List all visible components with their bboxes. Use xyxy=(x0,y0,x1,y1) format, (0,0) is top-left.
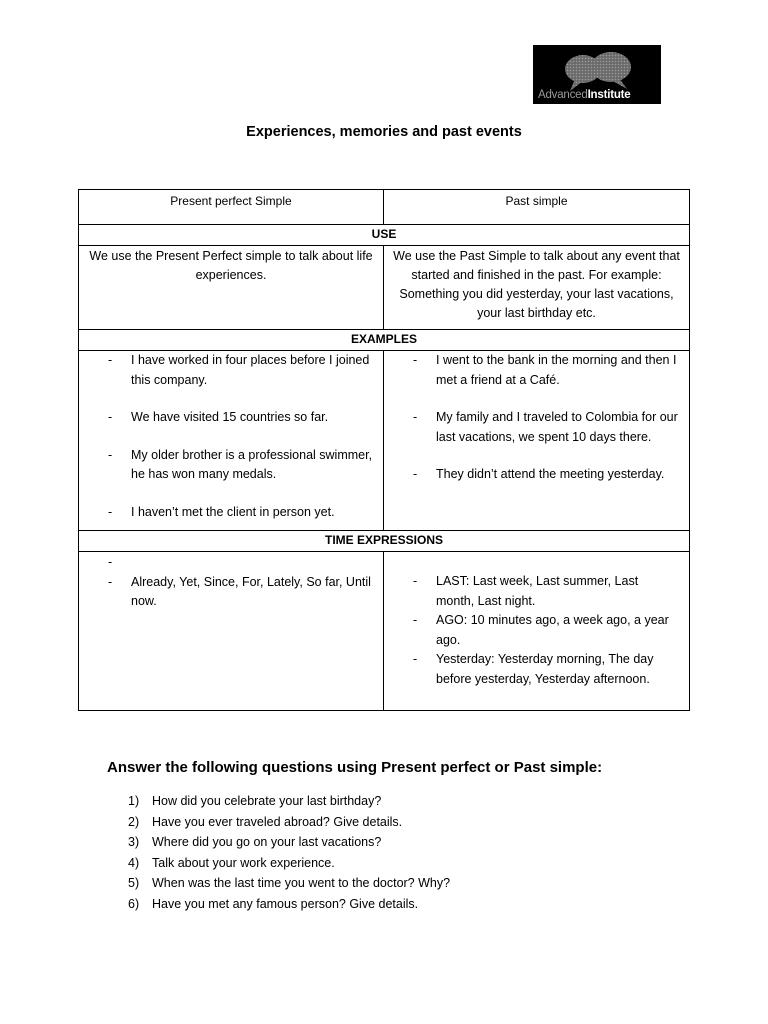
question-text: Talk about your work experience. xyxy=(152,855,335,870)
list-item: - Yesterday: Yesterday morning, The day before yesterday, Yesterday afternoon. xyxy=(384,650,679,689)
question-text: Have you met any famous person? Give details. xyxy=(152,896,419,911)
list-item: - They didn’t attend the meeting yesterday. xyxy=(384,465,679,485)
page-title: Experiences, memories and past events xyxy=(246,124,522,140)
question-text: How did you celebrate your last birthday? xyxy=(152,794,382,808)
advanced-institute-logo xyxy=(533,45,661,104)
question-number: 2) xyxy=(128,814,140,829)
question-text: When was the last time you went to the doctor? Why? xyxy=(152,876,451,890)
list-item: - LAST: Last week, Last summer, Last month, Last night. xyxy=(384,572,679,611)
list-item: - I have worked in four places before I joined this company. xyxy=(79,351,373,390)
question-item xyxy=(128,832,450,853)
list-item: - My older brother is a professional swimmer, he has won many medals. xyxy=(79,446,373,485)
logo-word-2: Institute xyxy=(587,89,631,101)
questions-list xyxy=(128,791,450,914)
questions-heading: Answer the following questions using Present perfect or Past simple: xyxy=(107,759,603,776)
section-examples: EXAMPLES xyxy=(79,330,690,351)
list-item: - I haven’t met the client in person yet. xyxy=(79,503,373,523)
logo-text xyxy=(538,89,630,101)
list-item: - We have visited 15 countries so far. xyxy=(79,408,373,428)
examples-present-perfect xyxy=(79,351,384,531)
list-item: - Already, Yet, Since, For, Lately, So far, Until now. xyxy=(79,573,373,612)
list-item: - I went to the bank in the morning and then I met a friend at a Café. xyxy=(384,351,679,390)
use-present-perfect: We use the Present Perfect simple to talk about life experiences. xyxy=(79,246,384,330)
question-item xyxy=(128,873,450,894)
question-number: 4) xyxy=(128,855,140,870)
question-item xyxy=(128,812,450,833)
question-text: Have you ever traveled abroad? Give details. xyxy=(152,814,403,829)
section-use: USE xyxy=(79,225,690,246)
question-item xyxy=(128,853,450,874)
logo-word-1: Advanced xyxy=(538,89,588,101)
use-past-simple: We use the Past Simple to talk about any event that started and finished in the past. For example: Something you did yesterday, your last vacations, your last birthday etc. xyxy=(384,246,690,330)
section-time-expressions: TIME EXPRESSIONS xyxy=(79,531,690,552)
list-item: - My family and I traveled to Colombia for our last vacations, we spent 10 days there. xyxy=(384,408,679,447)
comparison-table xyxy=(78,189,690,711)
time-present-perfect xyxy=(79,552,384,711)
question-number: 6) xyxy=(128,896,140,911)
question-item xyxy=(128,894,450,915)
examples-past-simple xyxy=(384,351,690,531)
question-text: Where did you go on your last vacations? xyxy=(152,835,382,849)
list-item: - AGO: 10 minutes ago, a week ago, a year ago. xyxy=(384,611,679,650)
col-header-present-perfect: Present perfect Simple xyxy=(79,190,384,225)
question-number: 5) xyxy=(128,876,140,890)
list-item xyxy=(79,553,373,573)
question-item xyxy=(128,791,450,812)
col-header-past-simple: Past simple xyxy=(384,190,690,225)
time-past-simple xyxy=(384,552,690,711)
question-number: 3) xyxy=(128,835,140,849)
question-number: 1) xyxy=(128,794,140,808)
